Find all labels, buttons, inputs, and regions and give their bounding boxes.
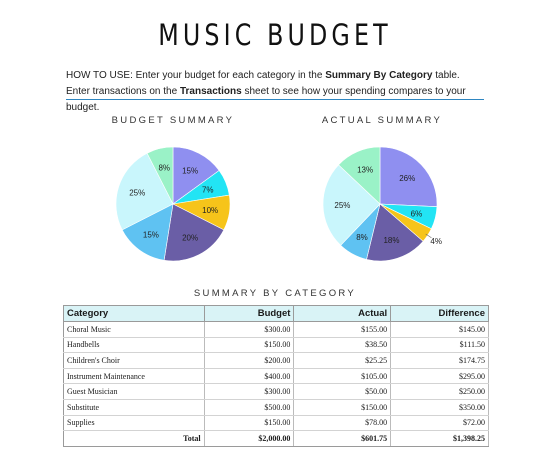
cell-budget[interactable]: $400.00 [204,368,294,384]
cell-actual: $105.00 [294,368,391,384]
actual-label-children-s-choir: 4% [430,236,442,246]
table-row [64,322,489,338]
cell-difference: $350.00 [391,399,489,415]
cell-difference: $250.00 [391,384,489,400]
budget-summary-title: BUDGET SUMMARY [111,115,235,126]
cell-category[interactable]: Handbells [64,337,205,353]
actual-label-supplies: 13% [357,165,374,175]
actual-label-instrument-maintenance: 18% [383,235,400,245]
budget-label-supplies: 8% [158,163,171,173]
budget-label-choral-music: 15% [182,166,199,176]
summary-table [63,305,489,447]
actual-summary-title: ACTUAL SUMMARY [321,115,443,126]
table-title: SUMMARY BY CATEGORY [193,288,357,299]
total-budget: $2,000.00 [204,431,294,447]
cell-budget[interactable]: $150.00 [204,415,294,431]
cell-difference: $111.50 [391,337,489,353]
budget-label-handbells: 7% [201,185,214,195]
actual-pie-chart [316,140,456,270]
table-row [64,399,489,415]
cell-actual: $38.50 [294,337,391,353]
table-row [64,337,489,353]
cell-difference: $145.00 [391,322,489,338]
header-category: Category [64,306,205,322]
budget-label-substitute: 25% [129,188,146,198]
budget-label-guest-musician: 15% [142,230,159,240]
cell-actual: $155.00 [294,322,391,338]
budget-label-children-s-choir: 10% [202,205,219,215]
cell-budget[interactable]: $300.00 [204,322,294,338]
cell-actual: $50.00 [294,384,391,400]
cell-actual: $25.25 [294,353,391,369]
howto-text-1: HOW TO USE: Enter your budget for each category in the [66,70,326,81]
howto-text-3: sheet to see how your spending compares to your budget. [66,86,466,113]
cell-difference: $174.75 [391,353,489,369]
total-difference: $1,398.25 [391,431,489,447]
header-actual: Actual [294,306,391,322]
table-row [64,368,489,384]
total-label: Total [64,431,205,447]
howto-bold-2: Transactions [179,86,242,97]
budget-label-instrument-maintenance: 20% [182,233,199,243]
cell-category[interactable]: Children's Choir [64,353,205,369]
cell-budget[interactable]: $500.00 [204,399,294,415]
cell-actual: $150.00 [294,399,391,415]
header-budget: Budget [204,306,294,322]
total-actual: $601.75 [294,431,391,447]
cell-budget[interactable]: $200.00 [204,353,294,369]
actual-label-choral-music: 26% [399,174,416,184]
cell-budget[interactable]: $150.00 [204,337,294,353]
cell-category[interactable]: Substitute [64,399,205,415]
table-total-row [64,431,489,447]
cell-actual: $78.00 [294,415,391,431]
table-row [64,415,489,431]
actual-label-handbells: 6% [410,209,423,219]
header-divider [66,99,484,100]
howto-bold-1: Summary By Category [325,70,433,81]
budget-pie-chart [108,140,238,270]
cell-difference: $295.00 [391,368,489,384]
how-to-use-text [66,68,486,116]
table-row [64,384,489,400]
cell-category[interactable]: Choral Music [64,322,205,338]
page-title: MUSIC BUDGET [158,18,392,52]
cell-difference: $72.00 [391,415,489,431]
table-row [64,353,489,369]
header-difference: Difference [391,306,489,322]
actual-label-guest-musician: 8% [356,233,368,243]
actual-label-substitute: 25% [334,201,351,211]
cell-category[interactable]: Instrument Maintenance [64,368,205,384]
table-header-row [64,306,489,322]
cell-budget[interactable]: $300.00 [204,384,294,400]
howto-text-2: table. Enter transactions on the [66,70,460,97]
cell-category[interactable]: Guest Musician [64,384,205,400]
cell-category[interactable]: Supplies [64,415,205,431]
